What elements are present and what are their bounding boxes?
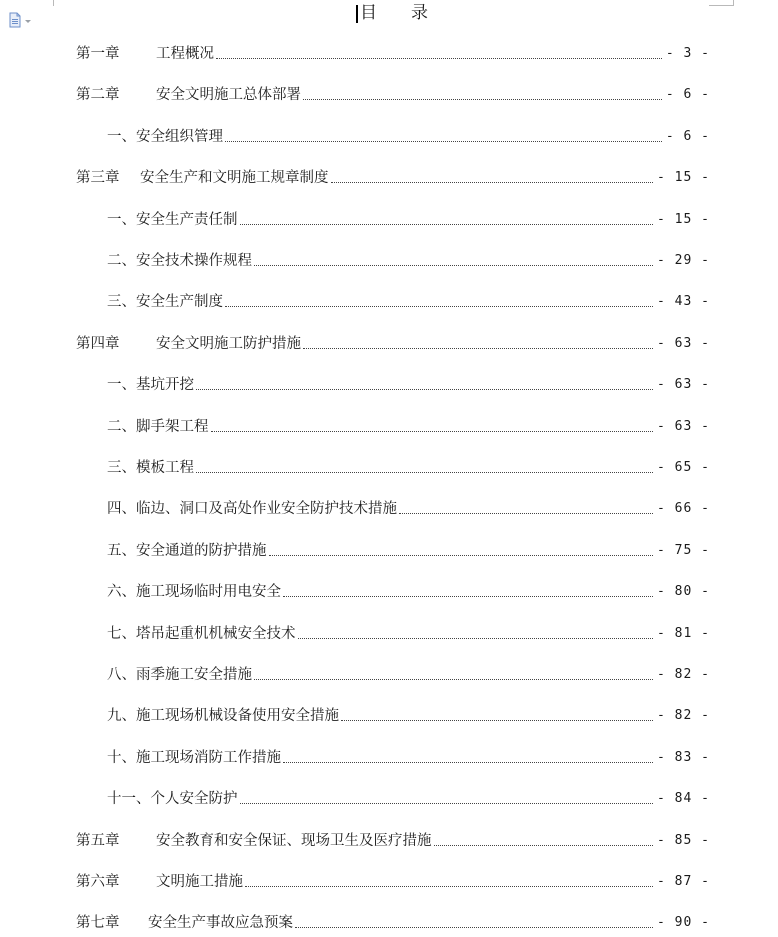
toc-dot-leader [225,141,662,142]
toc-entry-label: 安全教育和安全保证、现场卫生及医疗措施 [156,833,432,849]
toc-chapter-number: 第三章 [76,170,120,186]
toc-page-number: - 83 - [657,750,710,765]
toc-entry[interactable] [0,374,778,396]
toc-chapter-number: 第五章 [76,833,120,849]
title-char-2: 录 [411,3,428,23]
toc-page-number: - 85 - [657,833,710,848]
toc-chapter-number: 第二章 [76,87,120,103]
toc-entry[interactable] [0,705,778,727]
toc-entry-label: 四、临边、洞口及高处作业安全防护技术措施 [107,501,397,517]
toc-dot-leader [303,99,662,100]
toc-entry[interactable] [0,84,778,106]
toc-entry[interactable] [0,623,778,645]
toc-page-number: - 43 - [657,294,710,309]
toc-entry-label: 安全生产和文明施工规章制度 [140,170,329,186]
toc-page-number: - 15 - [657,212,710,227]
toc-page-number: - 90 - [657,915,710,930]
toc-page-number: - 63 - [657,377,710,392]
toc-dot-leader [196,472,653,473]
toc-page-number: - 3 - [665,46,710,61]
toc-entry[interactable] [0,788,778,810]
toc-entry[interactable] [0,540,778,562]
toc-entry[interactable] [0,664,778,686]
toc-dot-leader [216,58,662,59]
toc-entry[interactable] [0,912,778,934]
toc-entry-label: 二、脚手架工程 [107,419,209,435]
toc-dot-leader [331,182,653,183]
toc-dot-leader [196,389,653,390]
toc-page-number: - 84 - [657,791,710,806]
toc-entry-label: 七、塔吊起重机机械安全技术 [107,626,296,642]
toc-page-number: - 15 - [657,170,710,185]
toc-page-number: - 6 - [665,87,710,102]
toc-entry-label: 十一、个人安全防护 [107,791,238,807]
toc-entry[interactable] [0,333,778,355]
toc-chapter-number: 第一章 [76,46,120,62]
toc-dot-leader [240,224,653,225]
toc-chapter-number: 第六章 [76,874,120,890]
toc-entry-label: 五、安全通道的防护措施 [107,543,267,559]
toc-entry-label: 一、安全组织管理 [107,129,223,145]
toc-entry[interactable] [0,250,778,272]
toc-entry[interactable] [0,498,778,520]
toc-dot-leader [295,927,653,928]
toc-entry-label: 安全生产事故应急预案 [148,915,293,931]
toc-entry-label: 九、施工现场机械设备使用安全措施 [107,708,339,724]
toc-page-number: - 65 - [657,460,710,475]
toc-page-number: - 87 - [657,874,710,889]
toc-page-number: - 82 - [657,708,710,723]
toc-entry[interactable] [0,830,778,852]
toc-page-number: - 29 - [657,253,710,268]
toc-entry[interactable] [0,581,778,603]
toc-entry[interactable] [0,457,778,479]
toc-dot-leader [283,762,653,763]
toc-dot-leader [245,886,653,887]
toc-entry[interactable] [0,747,778,769]
toc-entry-label: 三、安全生产制度 [107,294,223,310]
toc-entry-label: 工程概况 [156,46,214,62]
toc-dot-leader [240,803,653,804]
toc-page-number: - 81 - [657,626,710,641]
toc-entry-label: 一、安全生产责任制 [107,212,238,228]
toc-entry-label: 安全文明施工总体部署 [156,87,301,103]
toc-entry[interactable] [0,43,778,65]
toc-entry[interactable] [0,167,778,189]
toc-page-number: - 80 - [657,584,710,599]
toc-entry[interactable] [0,871,778,893]
toc-dot-leader [434,845,653,846]
toc-entry[interactable] [0,209,778,231]
toc-entry-label: 安全文明施工防护措施 [156,336,301,352]
toc-dot-leader [254,265,653,266]
toc-entry-label: 文明施工措施 [156,874,243,890]
toc-dot-leader [225,306,653,307]
toc-page-number: - 6 - [665,129,710,144]
toc-page-number: - 66 - [657,501,710,516]
toc-page-number: - 82 - [657,667,710,682]
toc-dot-leader [298,638,653,639]
toc-entry-label: 六、施工现场临时用电安全 [107,584,281,600]
toc-dot-leader [211,431,653,432]
title-char-1: 目 [360,3,377,23]
toc-entry-label: 八、雨季施工安全措施 [107,667,252,683]
toc-dot-leader [399,513,653,514]
toc-dot-leader [283,596,653,597]
toc-entry-label: 二、安全技术操作规程 [107,253,252,269]
toc-page-number: - 75 - [657,543,710,558]
toc-dot-leader [303,348,653,349]
toc-dot-leader [254,679,653,680]
toc-page-number: - 63 - [657,419,710,434]
toc-entry[interactable] [0,126,778,148]
toc-page-number: - 63 - [657,336,710,351]
toc-entry-label: 三、模板工程 [107,460,194,476]
toc-dot-leader [269,555,653,556]
toc-entry[interactable] [0,416,778,438]
toc-entry[interactable] [0,291,778,313]
toc-entry-label: 一、基坑开挖 [107,377,194,393]
toc-chapter-number: 第四章 [76,336,120,352]
toc-entry-label: 十、施工现场消防工作措施 [107,750,281,766]
toc-chapter-number: 第七章 [76,915,120,931]
toc-dot-leader [341,720,653,721]
